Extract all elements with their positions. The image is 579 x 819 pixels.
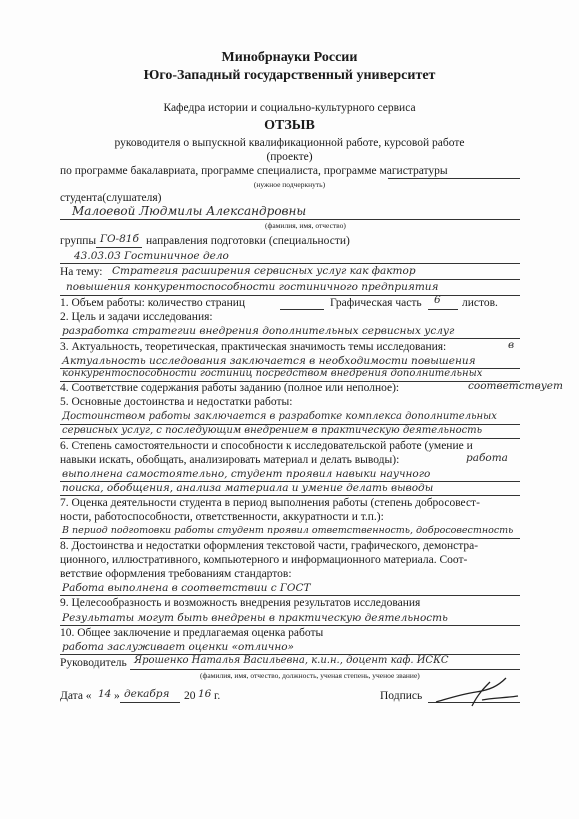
item-10-answer: работа заслуживает оценки «отлично» [62,641,294,653]
item-8-line [60,595,520,596]
graphic-part-line [428,309,458,310]
graphic-part-value: 6 [434,294,441,306]
item-5-line-2 [60,438,520,439]
item-6-label-2: навыки искать, обобщать, анализировать материал и делать выводы): [60,454,400,466]
date-month: декабря [124,688,170,700]
item-2-line [60,338,520,339]
item-3-answer-1: Актуальность исследования заключается в необходимости повышения [62,355,476,367]
ministry-heading: Минобрнауки России [221,50,358,65]
student-name-hint: (фамилия, имя, отчество) [265,221,346,230]
direction-value: 43.03.03 Гостиничное дело [74,250,229,262]
item-7-label: 7. Оценка деятельности студента в период выполнения работы (степень добросовест- [60,497,480,509]
item-8-label: 8. Достоинства и недостатки оформления текстовой части, графического, демонстра- [60,540,479,552]
student-label: студента(слушателя) [60,192,162,204]
item-8-label-2: ционного, иллюстративного, компьютерного и информационного материала. Соот- [60,554,468,566]
date-quote: » [114,690,120,702]
date-year: 16 [198,688,212,700]
item-8-answer: Работа выполнена в соответствии с ГОСТ [62,582,311,594]
item-2-answer: разработка стратегии внедрения дополнительных сервисных услуг [62,325,455,337]
item-3-answer-end: в [508,339,515,351]
date-year-prefix: 20 [184,690,196,702]
topic-line-1: Стратегия расширения сервисных услуг как фактор [112,265,416,277]
item-5-answer-2: сервисных услуг, с последующим внедрением в практическую деятельность [62,425,483,436]
date-day: 14 [98,688,112,700]
item-9-label: 9. Целесообразность и возможность внедрения результатов исследования [60,597,421,609]
item-10-label: 10. Общее заключение и предлагаемая оценка работы [60,627,324,639]
item-5-label: 5. Основные достоинства и недостатки работы: [60,396,293,408]
university-heading: Юго-Западный государственный университет [143,68,436,83]
date-label: Дата « [60,690,92,702]
item-2-label: 2. Цель и задачи исследования: [60,311,213,323]
graphic-part-label: Графическая часть [330,297,422,309]
item-4-label: 4. Соответствие содержания работы заданию (полное или неполное): [60,382,400,394]
student-name-line [60,219,520,220]
item-8-label-3: ветствие оформления требованиям стандартов: [60,568,292,580]
sheets-label: листов. [462,297,498,309]
document-title: ОТЗЫВ [264,118,315,133]
supervisor-label: Руководитель [60,657,127,669]
programs-hint: (нужное подчеркнуть) [253,180,326,189]
group-line [96,247,142,248]
direction-line [60,263,520,264]
document-subtitle-project: (проекте) [266,151,313,163]
item-5-answer-1: Достоинством работы заключается в разработке комплекса дополнительных [62,411,497,422]
date-year-suffix: г. [214,690,221,702]
supervisor-hint: (фамилия, имя, отчество, должность, ученая степень, ученое звание) [200,671,420,680]
topic-underline-2 [60,295,520,296]
item-7-answer: В период подготовки работы студент проявил ответственность, добросовестность [62,525,514,536]
supervisor-line [130,669,520,670]
item-6-answer-1: работа [466,452,508,464]
item-4-answer: соответствует [468,380,563,392]
item-6-answer-2: выполнена самостоятельно, студент проявил навыки научного [62,468,431,480]
pages-line [280,309,324,310]
programs-line: по программе бакалавриата, программе специалиста, программе магистратуры [60,165,448,177]
document-subtitle: руководителя о выпускной квалификационной работе, курсовой работе [114,137,465,149]
department-name: Кафедра истории и социально-культурного сервиса [163,102,416,114]
item-6-line-2 [60,495,520,496]
handwritten-signature [432,672,522,712]
item-6-label: 6. Степень самостоятельности и способности к исследовательской работе (умение и [60,440,473,452]
item-6-answer-3: поиска, обобщения, анализа материала и умение делать выводы [62,482,434,494]
programs-underline [388,178,520,179]
direction-label: направления подготовки (специальности) [146,235,350,247]
topic-line-2: повышения конкурентоспособности гостиничного предприятия [66,281,439,293]
date-month-line [120,702,180,703]
item-1-label: 1. Объем работы: количество страниц [60,297,246,309]
group-value: ГО-81б [100,233,139,245]
topic-underline-1 [108,279,520,280]
item-3-label: 3. Актуальность, теоретическая, практическая значимость темы исследования: [60,341,447,353]
signature-label: Подпись [380,690,423,702]
group-label: группы [60,235,97,247]
item-9-answer: Результаты могут быть внедрены в практическую деятельность [62,612,448,624]
supervisor-value: Ярошенко Наталья Васильевна, к.и.н., доцент каф. ИСКС [134,655,449,666]
item-7-line [60,538,520,539]
item-3-answer-2: конкурентоспособности гостиниц посредством внедрения дополнительных [62,368,483,379]
student-name: Малоевой Людмилы Александровны [72,204,307,218]
topic-label: На тему: [60,266,103,278]
item-9-line [60,625,520,626]
item-7-label-2: ности, работоспособности, ответственности, аккуратности и т.п.): [60,511,384,523]
